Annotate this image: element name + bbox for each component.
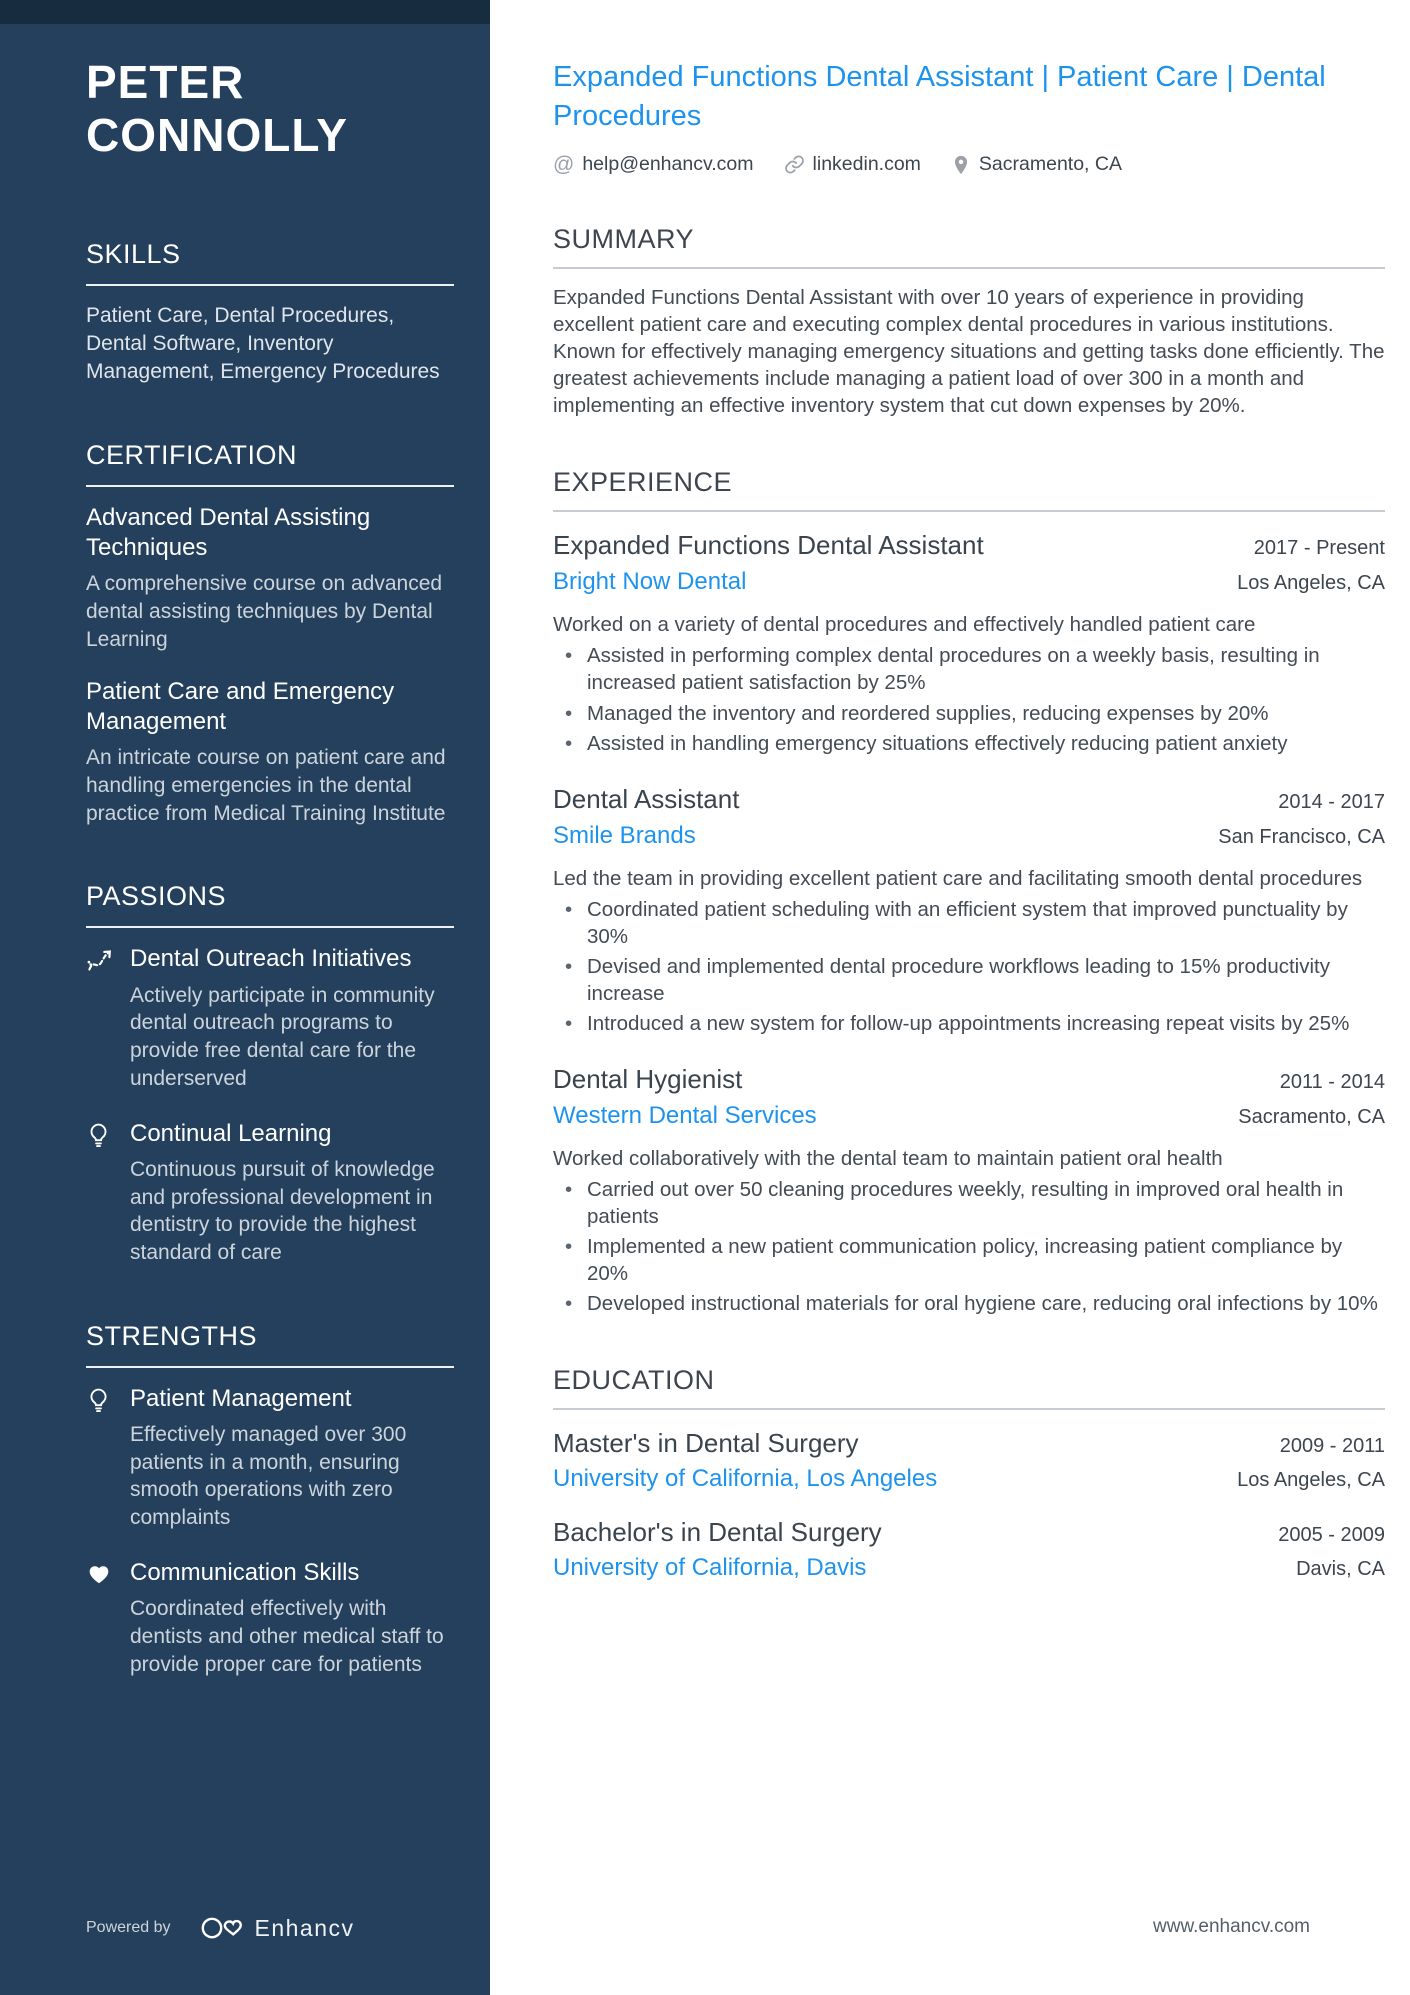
job-dates: 2017 - Present (1253, 537, 1385, 560)
job-bullet: • Assisted in handling emergency situations effectively reducing patient anxiety (553, 730, 1385, 757)
job-company-link[interactable]: Western Dental Services (553, 1101, 817, 1129)
job-bullet: • Developed instructional materials for oral hygiene care, reducing oral infections by 10% (553, 1290, 1385, 1317)
contact-location (951, 153, 1122, 176)
enhancv-logo-icon (199, 1913, 245, 1943)
contact-row (553, 153, 1385, 176)
summary-heading: SUMMARY (553, 224, 1385, 269)
job-bullet: • Coordinated patient scheduling with an efficient system that improved punctuality by 30% (553, 896, 1385, 950)
lightbulb-icon (86, 1384, 130, 1532)
passion-title: Continual Learning (130, 1119, 332, 1147)
passions-section (86, 881, 454, 1266)
job-bullet: • Carried out over 50 cleaning procedures weekly, resulting in improved oral health in patients (553, 1176, 1385, 1230)
strengths-section (86, 1321, 454, 1679)
job-bullet-list (553, 896, 1385, 1037)
passion-body (130, 944, 454, 1092)
job-company-link[interactable]: Bright Now Dental (553, 568, 747, 596)
degree-title: Master's in Dental Surgery (553, 1428, 859, 1459)
experience-entry (553, 530, 1385, 756)
passions-heading: PASSIONS (86, 881, 454, 928)
certification-title: Patient Care and Emergency Management (86, 678, 395, 736)
experience-heading: EXPERIENCE (553, 467, 1385, 512)
heart-icon (86, 1558, 130, 1678)
strengths-heading: STRENGTHS (86, 1321, 454, 1368)
job-bullet: • Devised and implemented dental procedure workflows leading to 15% productivity increase (553, 953, 1385, 1007)
sidebar (0, 0, 490, 1995)
education-entry (553, 1517, 1385, 1582)
education-dates: 2009 - 2011 (1279, 1435, 1385, 1458)
passion-item (86, 1119, 454, 1267)
education-dates: 2005 - 2009 (1278, 1524, 1385, 1547)
passion-body (130, 1119, 454, 1267)
enhancv-brand-name: Enhancv (254, 1914, 355, 1941)
certification-item (86, 503, 454, 653)
contact-email[interactable] (553, 153, 754, 176)
sidebar-top-accent-bar (0, 0, 490, 24)
strength-title: Communication Skills (130, 1558, 360, 1586)
certification-heading: CERTIFICATION (86, 440, 454, 487)
contact-linkedin[interactable] (784, 153, 921, 176)
job-location: San Francisco, CA (1218, 825, 1385, 848)
at-icon: @ (553, 153, 575, 177)
powered-by-label: Powered by (86, 1919, 171, 1936)
passion-description: Continuous pursuit of knowledge and professional development in dentistry to provide the highest standard of care (130, 1157, 435, 1264)
job-location: Los Angeles, CA (1237, 572, 1385, 595)
strength-body (130, 1384, 454, 1532)
education-location: Los Angeles, CA (1237, 1469, 1385, 1492)
school-link[interactable]: University of California, Davis (553, 1554, 867, 1582)
summary-text: Expanded Functions Dental Assistant with over 10 years of experience in providing excellent patient care and executing complex dental procedures in various institutions. Known for effectively managing emergency situations and getting tasks done efficiently. The greatest achievements include managing a patient load of over 300 in a month and implementing an effective inventory system that cut down expenses by 20%. (553, 286, 1385, 418)
certification-description: A comprehensive course on advanced dental assisting techniques by Dental Learning (86, 572, 443, 651)
experience-entry (553, 1064, 1385, 1317)
linkedin-text: linkedin.com (812, 153, 921, 176)
candidate-name: PETER CONNOLLY (86, 56, 348, 162)
job-company-link[interactable]: Smile Brands (553, 821, 696, 849)
job-bullet: • Managed the inventory and reordered supplies, reducing expenses by 20% (553, 700, 1385, 727)
certification-item (86, 677, 454, 827)
job-bullet-list (553, 1176, 1385, 1317)
job-dates: 2014 - 2017 (1278, 790, 1385, 813)
job-bullet: • Assisted in performing complex dental procedures on a weekly basis, resulting in increased patient satisfaction by 25% (553, 642, 1385, 696)
location-pin-icon (951, 154, 971, 176)
email-text: help@enhancv.com (582, 153, 754, 176)
skills-text: Patient Care, Dental Procedures, Dental Software, Inventory Management, Emergency Procedures (86, 303, 440, 383)
experience-entry (553, 784, 1385, 1037)
strength-body (130, 1558, 454, 1678)
enhancv-url[interactable]: www.enhancv.com (1153, 1916, 1310, 1937)
main-column (490, 0, 1410, 1582)
education-section (553, 1365, 1385, 1582)
job-bullet-list (553, 642, 1385, 756)
strength-title: Patient Management (130, 1384, 352, 1412)
passion-description: Actively participate in community dental outreach programs to provide free dental care for the underserved (130, 983, 435, 1090)
sidebar-footer (86, 1913, 355, 1943)
certification-title: Advanced Dental Assisting Techniques (86, 504, 371, 562)
job-dates: 2011 - 2014 (1279, 1070, 1385, 1093)
strength-description: Coordinated effectively with dentists and other medical staff to provide proper care for patients (130, 1597, 444, 1676)
education-heading: EDUCATION (553, 1365, 1385, 1410)
job-description: Worked on a variety of dental procedures and effectively handled patient care (553, 613, 1256, 637)
strength-item (86, 1558, 454, 1678)
experience-section (553, 467, 1385, 1317)
job-title: Dental Assistant (553, 783, 740, 814)
job-bullet: • Implemented a new patient communication policy, increasing patient compliance by 20% (553, 1233, 1385, 1287)
summary-section (553, 224, 1385, 419)
route-icon (86, 944, 130, 1092)
job-title: Dental Hygienist (553, 1063, 743, 1094)
location-text: Sacramento, CA (978, 153, 1122, 176)
education-entry (553, 1428, 1385, 1493)
lightbulb-icon (86, 1119, 130, 1267)
certification-section (86, 440, 454, 827)
degree-title: Bachelor's in Dental Surgery (553, 1517, 882, 1548)
skills-heading: SKILLS (86, 239, 454, 286)
link-icon (784, 154, 805, 175)
education-location: Davis, CA (1296, 1558, 1385, 1581)
strength-item (86, 1384, 454, 1532)
job-description: Worked collaboratively with the dental team to maintain patient oral health (553, 1146, 1223, 1170)
sidebar-content (0, 0, 490, 1678)
passion-title: Dental Outreach Initiatives (130, 945, 412, 973)
passion-item (86, 944, 454, 1092)
skills-section (86, 239, 454, 386)
certification-description: An intricate course on patient care and handling emergencies in the dental practice from Medical Training Institute (86, 746, 446, 825)
resume-headline: Expanded Functions Dental Assistant | Patient Care | Dental Procedures (553, 61, 1326, 132)
job-location: Sacramento, CA (1238, 1105, 1385, 1128)
school-link[interactable]: University of California, Los Angeles (553, 1465, 938, 1493)
job-title: Expanded Functions Dental Assistant (553, 530, 984, 561)
job-bullet: • Introduced a new system for follow-up appointments increasing repeat visits by 25% (553, 1010, 1385, 1037)
strength-description: Effectively managed over 300 patients in a month, ensuring smooth operations with zero complaints (130, 1422, 407, 1530)
job-description: Led the team in providing excellent patient care and facilitating smooth dental procedures (553, 866, 1363, 890)
